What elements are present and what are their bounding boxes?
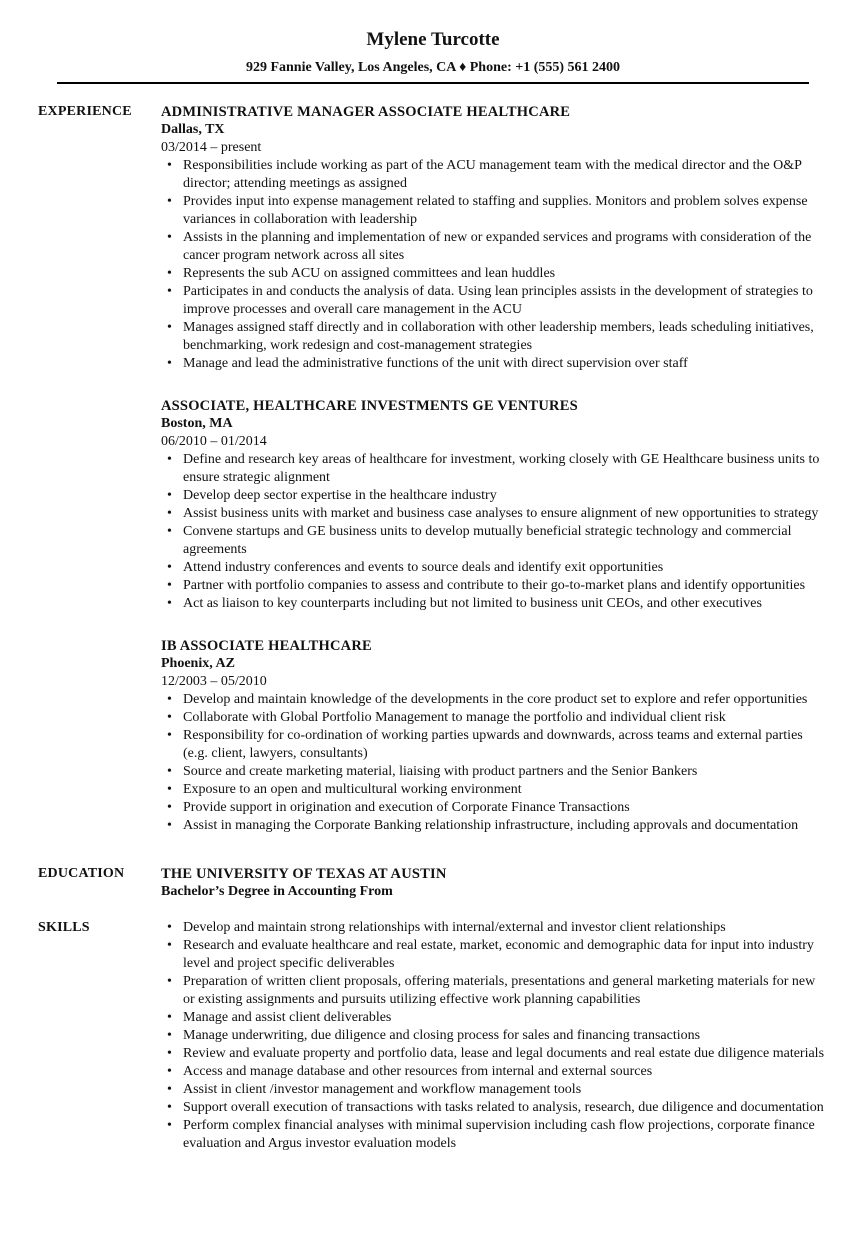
- header-divider: [57, 82, 809, 84]
- bullet-item: • Provides input into expense management related to staffing and supplies. Monitors and problem solves expense variances in collaboration with leadership: [183, 193, 826, 229]
- bullet-item: • Develop deep sector expertise in the healthcare industry: [183, 487, 826, 505]
- job-dates: 03/2014 – present: [161, 140, 262, 155]
- bullet-item: • Develop and maintain strong relationships with internal/external and investor client relationships: [183, 919, 826, 937]
- bullet-item: • Assist in client /investor management and workflow management tools: [183, 1081, 826, 1099]
- bullet-item: • Access and manage database and other resources from internal and external sources: [183, 1063, 826, 1081]
- contact-line: 929 Fannie Valley, Los Angeles, CA ♦ Phone: +1 (555) 561 2400: [245, 60, 621, 75]
- job-title: ADMINISTRATIVE MANAGER ASSOCIATE HEALTHCARE: [161, 104, 571, 120]
- bullet-item: • Develop and maintain knowledge of the developments in the core product set to explore and refer opportunities: [183, 691, 826, 709]
- bullet-item: • Define and research key areas of healthcare for investment, working closely with GE Healthcare business units to ensure strategic alignment: [183, 451, 826, 487]
- job-entry-1: [161, 103, 826, 373]
- skills-section: [0, 919, 866, 1153]
- job-dates: 12/2003 – 05/2010: [161, 674, 267, 689]
- education-entry: [161, 865, 826, 901]
- bullet-item: • Manage underwriting, due diligence and closing process for sales and financing transactions: [183, 1027, 826, 1045]
- bullet-item: • Assist business units with market and business case analyses to ensure alignment of new opportunities to strategy: [183, 505, 826, 523]
- job-bullets: [161, 451, 826, 613]
- job-dates: 06/2010 – 01/2014: [161, 434, 267, 449]
- job-entry-3: [161, 637, 826, 835]
- bullet-item: • Convene startups and GE business units to develop mutually beneficial strategic technology and commercial agreements: [183, 523, 826, 559]
- bullet-item: • Responsibility for co-ordination of working parties upwards and downwards, across teams and external parties (e.g. client, lawyers, consultants): [183, 727, 826, 763]
- bullet-item: • Manage and lead the administrative functions of the unit with direct supervision over staff: [183, 355, 826, 373]
- job-entry-2: [161, 397, 826, 613]
- degree: Bachelor’s Degree in Accounting From: [161, 884, 393, 899]
- bullet-item: • Research and evaluate healthcare and real estate, market, economic and demographic data for input into industry level and project specific deliverables: [183, 937, 826, 973]
- job-title: IB ASSOCIATE HEALTHCARE: [161, 638, 372, 654]
- bullet-item: • Represents the sub ACU on assigned committees and lean huddles: [183, 265, 826, 283]
- education-heading: EDUCATION: [38, 866, 125, 881]
- job-location: Dallas, TX: [161, 122, 225, 137]
- bullet-item: • Assists in the planning and implementation of new or expanded services and programs with consideration of the cancer program network across all sites: [183, 229, 826, 265]
- bullet-item: • Manage and assist client deliverables: [183, 1009, 826, 1027]
- bullet-item: • Act as liaison to key counterparts including but not limited to business unit CEOs, and other executives: [183, 595, 826, 613]
- skills-heading: SKILLS: [38, 920, 90, 935]
- bullet-item: • Attend industry conferences and events to source deals and identify exit opportunities: [183, 559, 826, 577]
- job-bullets: [161, 691, 826, 835]
- bullet-item: • Perform complex financial analyses with minimal supervision including cash flow projections, corporate finance evaluation and Argus investor evaluation models: [183, 1117, 826, 1153]
- job-bullets: [161, 157, 826, 373]
- bullet-item: • Review and evaluate property and portfolio data, lease and legal documents and real estate due diligence materials: [183, 1045, 826, 1063]
- experience-heading: EXPERIENCE: [38, 104, 132, 119]
- experience-section: [0, 103, 866, 835]
- bullet-item: • Collaborate with Global Portfolio Management to manage the portfolio and individual client risk: [183, 709, 826, 727]
- bullet-item: • Support overall execution of transactions with tasks related to analysis, research, due diligence and documentation: [183, 1099, 826, 1117]
- candidate-name: Mylene Turcotte: [366, 29, 500, 50]
- bullet-item: • Preparation of written client proposals, offering materials, presentations and general marketing materials for new or existing assignments and pursuits utilizing effective work planning capabilities: [183, 973, 826, 1009]
- bullet-item: • Participates in and conducts the analysis of data. Using lean principles assists in the development of strategies to improve processes and overall care management in the ACU: [183, 283, 826, 319]
- skills-bullets: [161, 919, 826, 1153]
- bullet-item: • Assist in managing the Corporate Banking relationship infrastructure, including approvals and documentation: [183, 817, 826, 835]
- resume-header: [0, 0, 866, 77]
- job-location: Phoenix, AZ: [161, 656, 235, 671]
- education-section: [0, 865, 866, 901]
- bullet-item: • Exposure to an open and multicultural working environment: [183, 781, 826, 799]
- education-body: [161, 865, 826, 901]
- job-location: Boston, MA: [161, 416, 233, 431]
- bullet-item: • Provide support in origination and execution of Corporate Finance Transactions: [183, 799, 826, 817]
- bullet-item: • Source and create marketing material, liaising with product partners and the Senior Bankers: [183, 763, 826, 781]
- experience-body: [161, 103, 826, 835]
- job-title: ASSOCIATE, HEALTHCARE INVESTMENTS GE VENTURES: [161, 398, 578, 414]
- bullet-item: • Responsibilities include working as part of the ACU management team with the medical director and the O&P director; attending meetings as assigned: [183, 157, 826, 193]
- school-name: THE UNIVERSITY OF TEXAS AT AUSTIN: [161, 866, 447, 882]
- bullet-item: • Manages assigned staff directly and in collaboration with other leadership members, leads scheduling initiatives, benchmarking, work redesign and cost-management strategies: [183, 319, 826, 355]
- bullet-item: • Partner with portfolio companies to assess and contribute to their go-to-market plans and identify opportunities: [183, 577, 826, 595]
- skills-body: [161, 919, 826, 1153]
